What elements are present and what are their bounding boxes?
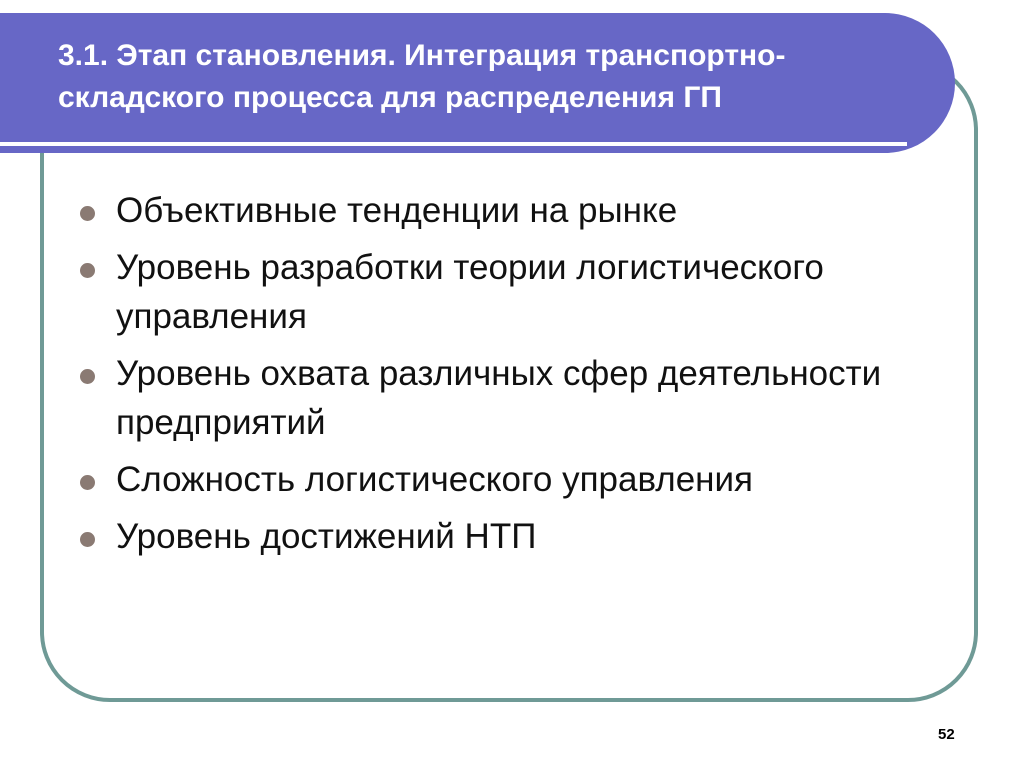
bullet-item bbox=[78, 512, 958, 561]
bullet-dot-icon bbox=[80, 475, 95, 490]
slide-title: 3.1. Этап становления. Интеграция транспортно-складского процесса для распределения ГП bbox=[58, 39, 786, 114]
bullet-item bbox=[78, 186, 958, 235]
bullet-dot-icon bbox=[80, 532, 95, 547]
bullet-text: Уровень разработки теории логистического управления bbox=[116, 248, 824, 336]
title-bar bbox=[0, 13, 955, 153]
bullet-text: Сложность логистического управления bbox=[116, 460, 753, 499]
bullet-list bbox=[78, 186, 958, 569]
bullet-dot-icon bbox=[80, 369, 95, 384]
title-underline bbox=[0, 142, 907, 146]
bullet-text: Объективные тенденции на рынке bbox=[116, 191, 678, 230]
bullet-dot-icon bbox=[80, 206, 95, 221]
bullet-text: Уровень достижений НТП bbox=[116, 517, 537, 556]
bullet-item bbox=[78, 455, 958, 504]
bullet-item bbox=[78, 243, 958, 341]
bullet-dot-icon bbox=[80, 263, 95, 278]
bullet-item bbox=[78, 349, 958, 447]
bullet-text: Уровень охвата различных сфер деятельности предприятий bbox=[116, 354, 882, 442]
page-number: 52 bbox=[938, 726, 955, 743]
